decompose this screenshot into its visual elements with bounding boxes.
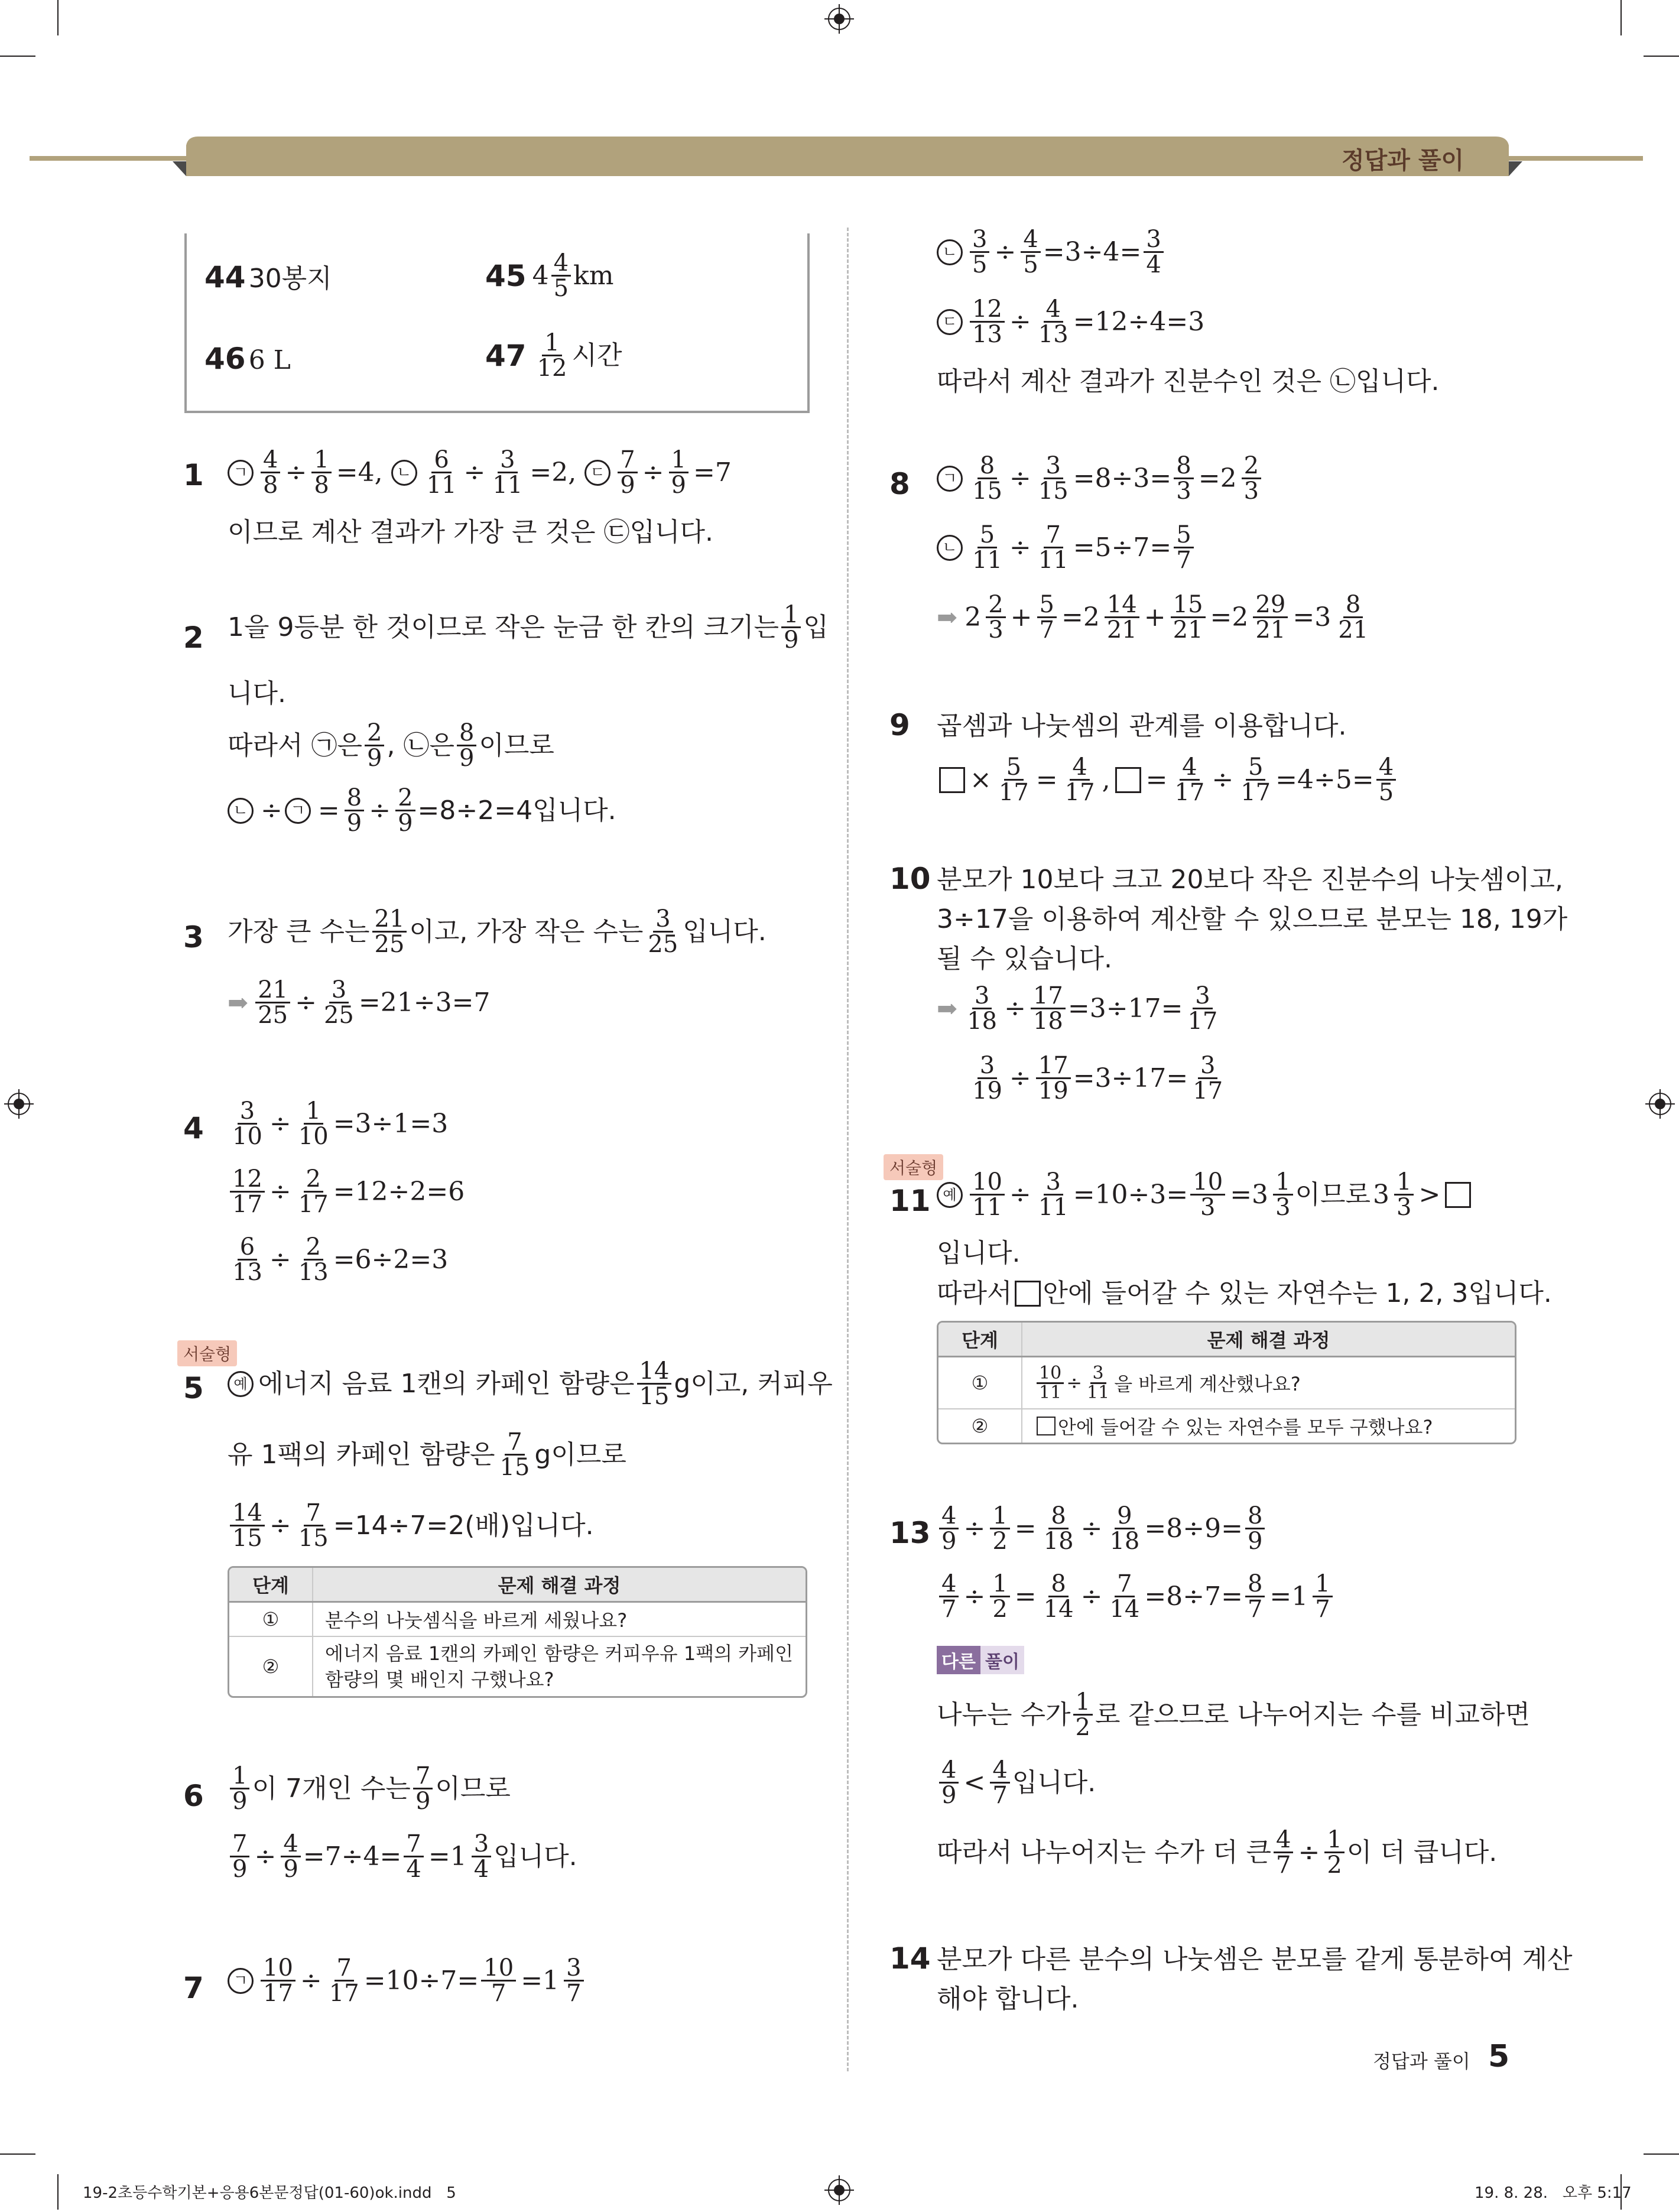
answer-number: 47 <box>485 338 527 373</box>
problem-6-calc: $\frac{7}{9}$ ÷ $\frac{4}{9}$ =7÷4= $\frac{7}{4}$ =1 3 4 입니다. <box>228 1832 577 1881</box>
problem-number: 2 <box>183 621 204 655</box>
text: =21÷3=7 <box>358 987 491 1018</box>
problem-5-calc: $\frac{14}{15}$ ÷ $\frac{7}{15}$ =14÷7=2(배)입니다. <box>228 1501 594 1550</box>
text: =3÷17= <box>1067 993 1183 1024</box>
text: 로 같으므로 나누어지는 수를 비교하면 <box>1095 1699 1530 1730</box>
text: 을 바르게 계산했나요? <box>1114 1373 1301 1395</box>
rubric-row <box>938 1357 1515 1409</box>
blank-box <box>1037 1417 1056 1435</box>
text: 이고, 가장 작은 수는 <box>409 916 644 947</box>
unit: km <box>573 260 614 291</box>
problem-number: 9 <box>889 708 910 742</box>
answer-44 <box>204 260 332 297</box>
process-text <box>1022 1409 1515 1443</box>
answer-text: 6 L <box>248 345 291 375</box>
problem-4-row3: $\frac{6}{13}$ ÷ $\frac{2}{13}$ =6÷2=3 <box>232 1233 449 1286</box>
problem-number: 10 <box>889 862 931 896</box>
rubric-header <box>938 1323 1515 1357</box>
problem-8-calc-b: ㄴ $\frac{5}{11}$ ÷ $\frac{7}{11}$ =5÷7= $\frac{5}{7}$ <box>937 523 1196 572</box>
text: 따라서 <box>937 1278 1012 1308</box>
problem-7-text: 따라서 계산 결과가 진분수인 것은 ㉡입니다. <box>937 366 1440 397</box>
alt-label: 풀이 <box>980 1646 1024 1674</box>
text: 이므로 <box>479 730 554 761</box>
text: 이 더 큽니다. <box>1346 1837 1498 1867</box>
denominator: 5 <box>553 275 569 302</box>
problem-11-line3 <box>937 1275 1552 1312</box>
text: 입니다. <box>493 1841 577 1872</box>
problem-10-calc-a: ➡ $\frac{3}{18}$ ÷ $\frac{17}{18}$ =3÷17= $\frac{3}{17}$ <box>937 982 1218 1035</box>
rubric-table-5 <box>228 1566 807 1698</box>
text: , ㉡은 <box>387 730 454 761</box>
text: =12÷4=3 <box>1073 306 1205 337</box>
answer-45 <box>485 251 613 300</box>
problem-10-line1: 분모가 10보다 크고 20보다 작은 진분수의 나눗셈이고, <box>937 865 1563 895</box>
text: =8÷2=4입니다. <box>417 795 616 826</box>
text: 입 <box>803 612 829 642</box>
numerator: 1 <box>542 331 561 356</box>
unit: 시간 <box>571 340 622 371</box>
text: g이므로 <box>534 1439 626 1470</box>
text: =8÷3= <box>1073 463 1172 493</box>
text: 1을 9등분 한 것이므로 작은 눈금 한 칸의 크기는 <box>228 612 779 642</box>
header-process: 문제 해결 과정 <box>1207 1329 1330 1352</box>
essay-badge: 서술형 <box>884 1154 943 1180</box>
answer-text: 30봉지 <box>248 264 332 294</box>
text: 따라서 나누어지는 수가 더 큰 <box>937 1837 1271 1867</box>
problem-11-calc: 예 $\frac{10}{11}$ ÷ $\frac{3}{11}$ =10÷3= $\frac{10}{3}$ =3 1 3 이므로 3 1 3 > <box>937 1170 1473 1219</box>
text: g이고, 커피우 <box>674 1368 833 1399</box>
column-divider <box>847 228 849 2071</box>
answer-box <box>184 233 810 413</box>
problem-number: 7 <box>183 1971 204 2005</box>
text: =10÷3= <box>1073 1179 1188 1210</box>
answer-46 <box>204 342 291 379</box>
problem-4-row1: $\frac{3}{10}$ ÷ $\frac{1}{10}$ =3÷1=3 <box>232 1097 449 1150</box>
footer-label: 정답과 풀이 <box>1373 2050 1470 2073</box>
problem-number: 4 <box>183 1111 204 1145</box>
problem-1-text: 이므로 계산 결과가 가장 큰 것은 ㉢입니다. <box>228 517 713 547</box>
step: ② <box>229 1637 313 1696</box>
problem-2-line1: 1을 9등분 한 것이므로 작은 눈금 한 칸의 크기는 1 9 입 <box>228 601 829 654</box>
blank-box <box>1015 1281 1041 1307</box>
text: 이므로 <box>435 1773 511 1804</box>
text: 입니다. <box>683 916 767 947</box>
denominator: 12 <box>537 355 567 382</box>
rubric-row <box>938 1409 1515 1443</box>
process-text: 분수의 나눗셈식을 바르게 세웠나요? <box>325 1609 628 1632</box>
problem-5-line2: 유 1팩의 카페인 함량은 7 15 g이므로 <box>228 1428 626 1481</box>
text: =8÷9= <box>1144 1513 1243 1544</box>
header-title: 정답과 풀이 <box>1342 147 1464 174</box>
fraction <box>535 331 570 380</box>
problem-9-text: 곱셈과 나눗셈의 관계를 이용합니다. <box>937 711 1347 741</box>
problem-7-calc-c: ㄷ $\frac{12}{13}$ ÷ $\frac{4}{13}$ =12÷4=3 <box>937 297 1204 346</box>
text: 나누는 수가 <box>937 1699 1071 1730</box>
print-date: 19. 8. 28. 오후 5:17 <box>1475 2184 1632 2202</box>
file-info: 19-2초등수학기본+응용6본문정답(01-60)ok.indd 5 <box>83 2184 456 2202</box>
answer-number: 44 <box>204 260 246 294</box>
answer-47 <box>485 331 622 380</box>
text: =5÷7= <box>1073 532 1172 563</box>
problem-number: 13 <box>889 1516 931 1550</box>
alt-solution-label <box>937 1646 1024 1674</box>
problem-13-line1: 나누는 수가 1 2 로 같으므로 나누어지는 수를 비교하면 <box>937 1688 1530 1741</box>
problem-6-line1: 1 9 이 7개인 수는 7 9 이므로 <box>228 1764 511 1813</box>
text: =14÷7=2(배)입니다. <box>333 1510 594 1541</box>
example-mark: 예 <box>937 1182 963 1208</box>
answer-number: 46 <box>204 342 246 376</box>
problem-10-line3: 될 수 있습니다. <box>937 944 1112 974</box>
arrow-icon: ➡ <box>937 602 958 632</box>
problem-9-calc: × $\frac{5}{17}$ = $\frac{4}{17}$ , = $\frac{4}{17}$ ÷ $\frac{5}{17}$ =4÷5= $\frac{4}{5}$ <box>937 755 1398 804</box>
problem-3-line1: 가장 큰 수는 21 25 이고, 가장 작은 수는 3 25 입니다. <box>228 905 767 958</box>
problem-7-calc-a: ㄱ $\frac{10}{17}$ ÷ $\frac{7}{17}$ =10÷7= $\frac{10}{7}$ =1 3 7 <box>228 1956 586 2005</box>
problem-2-line2: 니다. <box>228 678 286 709</box>
problem-4-row2: $\frac{12}{17}$ ÷ $\frac{2}{17}$ =12÷2=6 <box>228 1167 465 1216</box>
problem-8-calc-c: ➡ 2 2 3 + $\frac{5}{7}$ =2 14 21 + $\frac{15}{21}$ =2 $\frac{29}{21}$ =3 8 21 <box>937 591 1369 644</box>
rubric-header <box>229 1568 806 1603</box>
text: 가장 큰 수는 <box>228 916 370 947</box>
problem-number: 6 <box>183 1779 204 1813</box>
header-step: 단계 <box>938 1323 1022 1356</box>
text: 이므로 <box>1295 1179 1371 1210</box>
alt-label: 다른 <box>937 1646 980 1674</box>
problem-14-line1: 분모가 다른 분수의 나눗셈은 분모를 같게 통분하여 계산 <box>937 1944 1573 1974</box>
header-step: 단계 <box>229 1568 313 1601</box>
problem-13-calc-b: $\frac{4}{7}$ ÷ $\frac{1}{2}$ = $\frac{8}{14}$ ÷ $\frac{7}{14}$ =8÷7= $\frac{8}{7}$ =1 1 7 <box>937 1572 1335 1621</box>
problem-number: 8 <box>889 467 910 501</box>
problem-2-line3: 따라서 ㉠은 2 9 , ㉡은 8 9 이므로 <box>228 719 554 772</box>
text: 이 7개인 수는 <box>252 1773 411 1804</box>
text: 안에 들어갈 수 있는 자연수는 1, 2, 3입니다. <box>1043 1278 1552 1308</box>
problem-13-line2: 4 9 < 4 7 입니다. <box>937 1758 1096 1807</box>
answer-number: 45 <box>485 258 527 293</box>
example-mark: 예 <box>228 1371 254 1397</box>
problem-11-line2: 입니다. <box>937 1238 1021 1268</box>
numerator: 4 <box>551 251 571 277</box>
blank-box <box>1445 1182 1471 1208</box>
header-process: 문제 해결 과정 <box>498 1574 621 1597</box>
problem-number: 11 <box>889 1184 931 1218</box>
arrow-icon: ➡ <box>228 988 249 1017</box>
text: =10÷7= <box>363 1965 479 1996</box>
rubric-row <box>229 1603 806 1637</box>
essay-badge: 서술형 <box>177 1340 237 1366</box>
blank-box <box>939 767 965 793</box>
process-text: 에너지 음료 1캔의 카페인 함량은 커피우유 1팩의 카페인 함량의 몇 배인지 구했나요? <box>325 1642 793 1691</box>
rubric-table-11 <box>937 1321 1516 1444</box>
text: =12÷2=6 <box>333 1176 465 1207</box>
text: 따라서 ㉠은 <box>228 730 363 761</box>
text: =8÷7= <box>1144 1581 1243 1612</box>
step: ② <box>938 1409 1022 1443</box>
problem-number: 14 <box>889 1941 931 1976</box>
blank-box <box>1115 767 1141 793</box>
step: ① <box>938 1357 1022 1408</box>
text: 유 1팩의 카페인 함량은 <box>228 1439 495 1470</box>
text: =6÷2=3 <box>333 1244 449 1275</box>
problem-10-line2: 3÷17을 이용하여 계산할 수 있으므로 분모는 18, 19가 <box>937 904 1568 934</box>
problem-13-calc-a: $\frac{4}{9}$ ÷ $\frac{1}{2}$ = $\frac{8}{18}$ ÷ $\frac{9}{18}$ =8÷9= $\frac{8}{9}$ <box>937 1504 1267 1553</box>
text: =3÷17= <box>1073 1063 1188 1093</box>
problem-1-calc: ㄱ $\frac{4}{8}$ ÷ $\frac{1}{8}$ =4, ㄴ $\frac{6}{11}$ ÷ $\frac{3}{11}$ =2, ㄷ $\frac{7}{9}$ ÷ $\frac{1}{9}$ =7 <box>228 448 734 497</box>
page-number: 5 <box>1488 2039 1510 2074</box>
problem-3-calc: ➡ $\frac{21}{25}$ ÷ $\frac{3}{25}$ =21÷3=7 <box>228 976 491 1029</box>
process-text: $\frac{10}{11}$ ÷ $\frac{3}{11}$ 을 바르게 계산했나요? <box>1022 1361 1515 1405</box>
text: 에너지 음료 1캔의 카페인 함량은 <box>258 1368 635 1399</box>
whole-part: 4 <box>532 260 549 291</box>
text: =4÷5= <box>1275 764 1374 795</box>
problem-14-line2: 해야 합니다. <box>937 1984 1079 2014</box>
problem-5-line1: 예 에너지 음료 1캔의 카페인 함량은 14 15 g이고, 커피우 <box>228 1359 833 1408</box>
text: =3÷1=3 <box>333 1108 449 1139</box>
text: =7÷4= <box>303 1841 402 1872</box>
fraction <box>551 251 571 300</box>
arrow-icon: ➡ <box>937 993 958 1023</box>
problem-7-calc-b: ㄴ $\frac{3}{5}$ ÷ $\frac{4}{5}$ =3÷4= $\frac{3}{4}$ <box>937 228 1166 277</box>
problem-number: 1 <box>183 458 204 492</box>
problem-8-calc-a: ㄱ $\frac{8}{15}$ ÷ $\frac{3}{15}$ =8÷3= $\frac{8}{3}$ =2 2 3 <box>937 454 1264 503</box>
text: =3÷4= <box>1043 236 1142 267</box>
problem-2-line4: ㄴ ÷ ㄱ = $\frac{8}{9}$ ÷ $\frac{2}{9}$ =8÷2=4입니다. <box>228 786 616 835</box>
rubric-row <box>229 1637 806 1696</box>
text: 안에 들어갈 수 있는 자연수를 모두 구했나요? <box>1058 1416 1433 1438</box>
problem-number: 5 <box>183 1371 204 1405</box>
problem-number: 3 <box>183 920 204 954</box>
text: 입니다. <box>1012 1767 1096 1798</box>
step: ① <box>229 1603 313 1636</box>
problem-13-line3: 따라서 나누어지는 수가 더 큰 $\frac{4}{7}$ ÷ $\frac{1}{2}$ 이 더 큽니다. <box>937 1826 1498 1879</box>
problem-10-calc-b: $\frac{3}{19}$ ÷ $\frac{17}{19}$ =3÷17= $\frac{3}{17}$ <box>972 1052 1223 1105</box>
